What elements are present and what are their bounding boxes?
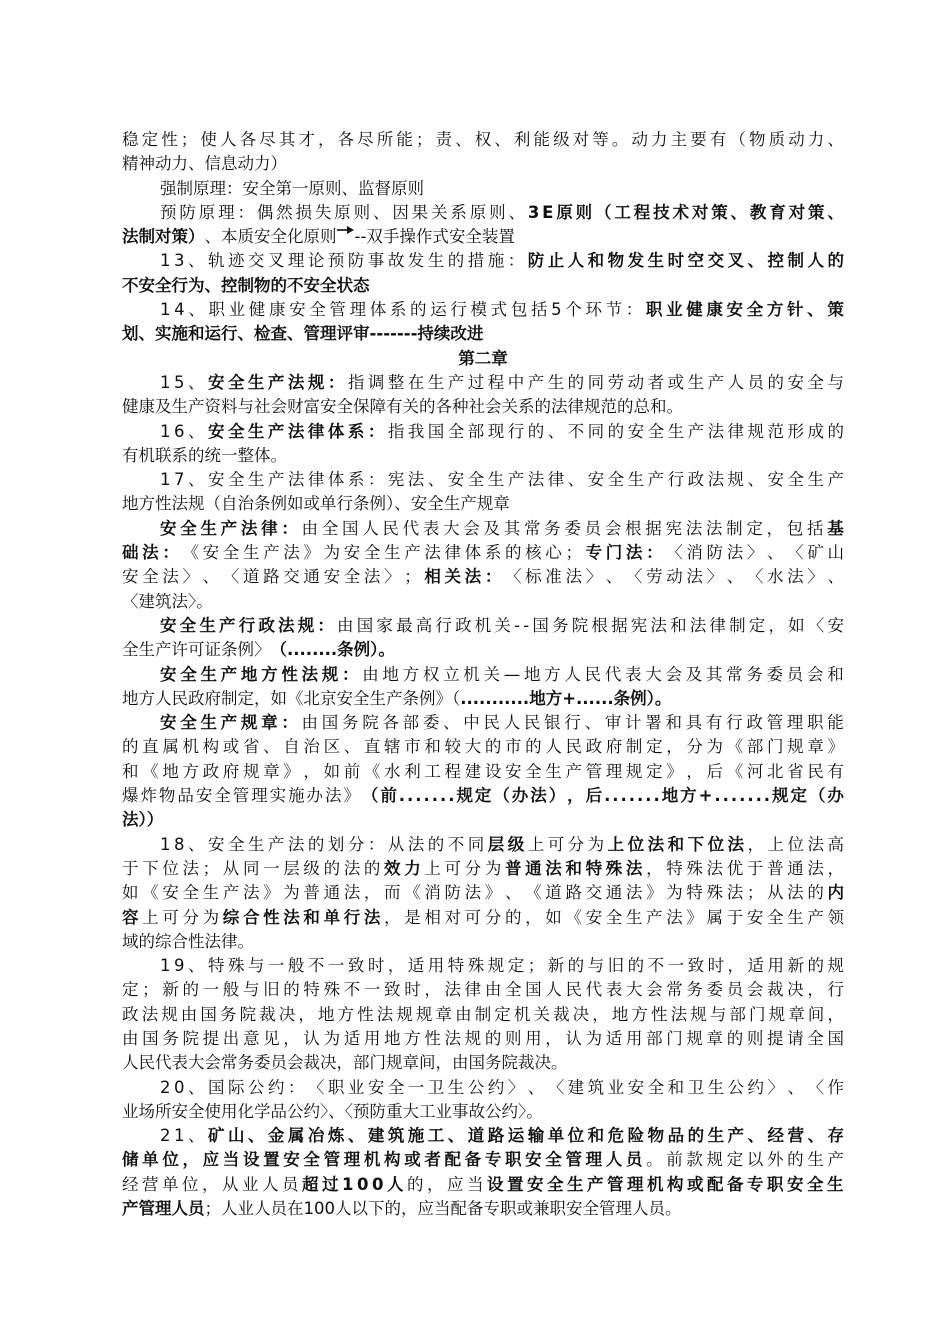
- text-run: （........条例）。: [270, 640, 395, 660]
- text-line: [122, 347, 844, 371]
- text-run: 〈建筑法〉。: [122, 591, 213, 611]
- text-run: 第二章: [458, 348, 508, 368]
- text-line: [122, 492, 844, 516]
- text-run: 业场所安全使用化学品公约〉、〈预防重大工业事故公约〉。: [122, 1101, 543, 1121]
- document-page: [122, 128, 844, 1221]
- text-line: [122, 638, 844, 662]
- text-run: 强制原理：安全第一原则、监督原则: [160, 178, 424, 198]
- text-line: [122, 177, 844, 201]
- text-run: ...........地方+......条例）。: [460, 688, 672, 708]
- arrow-icon: [337, 225, 355, 235]
- text-line: 1 7 、 安 全 生 产 法 律 体 系 ： 宪 法 、 安 全 生 产 法 律 、 安 全 生 产 行 政 法 规 、 安 全 生 产: [160, 470, 844, 490]
- text-line: 1 5 、 安 全 生 产 法 规 ： 指 调 整 在 生 产 过 程 中 产 生 的 同 劳 动 者 或 生 产 人 员 的 安 全 与: [160, 372, 844, 392]
- text-run: 健康及生产资料与社会财富安全保障有关的各种社会关系的法律规范的总和。: [122, 397, 683, 417]
- text-line: [122, 1100, 844, 1124]
- text-line: [122, 1051, 844, 1075]
- text-line: 稳 定 性 ； 使 人 各 尽 其 才 ， 各 尽 所 能 ； 责 、 权 、 利 能 级 对 等 。 动 力 主 要 有 （ 物 质 动 力 、: [122, 130, 844, 149]
- text-line: 1 8 、 安 全 生 产 法 的 划 分 ： 从 法 的 不 同 层 级 上 可 分 为 上 位 法 和 下 位 法 ， 上 位 法 高: [160, 834, 844, 854]
- text-run: 法））: [122, 810, 164, 830]
- text-line: 1 9 、 特 殊 与 一 般 不 一 致 时 ， 适 用 特 殊 规 定 ； 新 的 与 旧 的 不 一 致 时 ， 适 用 新 的 规: [160, 956, 844, 976]
- text-run: 法制对策）: [122, 227, 205, 247]
- text-line: [122, 322, 844, 346]
- text-run: --双手操作式安全装置: [354, 227, 515, 247]
- text-run: 不安全行为、控制物的不安全状态: [122, 275, 370, 295]
- text-line: [122, 930, 844, 954]
- text-run: 有机联系的统一整体。: [122, 445, 287, 465]
- text-line: 预 防 原 理 ： 偶 然 损 失 原 则 、 因 果 关 系 原 则 、 3 E 原 则 （ 工 程 技 术 对 策 、 教 育 对 策 、: [160, 202, 844, 222]
- text-run: 地方人民政府制定，如《北京安全生产条例》（: [122, 688, 461, 708]
- text-run: 产管理人员: [122, 1199, 205, 1219]
- text-line: 2 1 、 矿 山 、 金 属 冶 炼 、 建 筑 施 工 、 道 路 运 输 单 位 和 危 险 物 品 的 生 产 、 经 营 、 存: [160, 1126, 844, 1146]
- text-line: [122, 152, 844, 176]
- text-line: [122, 590, 844, 614]
- text-line: [122, 225, 844, 249]
- text-line: 安 全 生 产 法 律 ： 由 全 国 人 民 代 表 大 会 及 其 常 务 委 员 会 根 据 宪 法 法 制 定 ， 包 括 基: [160, 518, 844, 538]
- text-line: [122, 1197, 844, 1221]
- text-line: 政 法 规 由 国 务 院 裁 决 ， 地 方 性 法 规 规 章 由 制 定 机 关 裁 决 ， 地 方 性 法 规 与 部 门 规 章 间 ，: [122, 1004, 844, 1024]
- text-run: 精神动力、信息动力）: [122, 154, 287, 174]
- text-run: 人民代表大会常务委员会裁决，部门规章间，由国务院裁决。: [122, 1053, 568, 1073]
- text-run: 、本质安全化原则: [204, 227, 337, 247]
- text-run: 划、实施和运行、检查、管理评审-------持续改进: [122, 324, 484, 344]
- text-line: 础 法 ： 《 安 全 生 产 法 》 为 安 全 生 产 法 律 体 系 的 核 心 ； 专 门 法 ： 〈 消 防 法 〉 、 〈 矿 山: [122, 543, 844, 563]
- text-line: 经 营 单 位 ， 从 业 人 员 超 过 1 0 0 人 的 ， 应 当 设 置 安 全 生 产 管 理 机 构 或 配 备 专 职 安 全 生: [122, 1174, 844, 1194]
- text-line: [122, 444, 844, 468]
- text-line: 安 全 法 〉 、 〈 道 路 交 通 安 全 法 〉 ； 相 关 法 ： 〈 标 准 法 〉 、 〈 劳 动 法 〉 、 〈 水 法 〉 、: [122, 567, 844, 587]
- text-run: ；人业人员在100人以下的，应当配备专职或兼职安全管理人员。: [204, 1199, 682, 1219]
- text-line: 容 上 可 分 为 综 合 性 法 和 单 行 法 ， 是 相 对 可 分 的 ， 如 《 安 全 生 产 法 》 属 于 安 全 生 产 领: [122, 907, 844, 927]
- text-line: 储 单 位 ， 应 当 设 置 安 全 管 理 机 构 或 者 配 备 专 职 安 全 管 理 人 员 。 前 款 规 定 以 外 的 生 产: [122, 1150, 844, 1170]
- text-line: 安 全 生 产 行 政 法 规 ： 由 国 家 最 高 行 政 机 关 - - 国 务 院 根 据 宪 法 和 法 律 制 定 ， 如 〈 安: [160, 615, 844, 635]
- text-line: [122, 808, 844, 832]
- text-line: 由 国 务 院 提 出 意 见 ， 认 为 适 用 地 方 性 法 规 的 则 用 ， 认 为 适 用 部 门 规 章 的 则 提 请 全 国: [122, 1028, 844, 1048]
- text-line: 爆 炸 物 品 安 全 管 理 实 施 办 法 》 （ 前 . . . . . . . 规 定 （ 办 法 ） ， 后 . . . . . . . 地 方 + . . . . . . . 规 定 （ 办: [122, 786, 844, 806]
- text-line: [122, 395, 844, 419]
- text-line: 如 《 安 全 生 产 法 》 为 普 通 法 ， 而 《 消 防 法 》 、 《 道 路 交 通 法 》 为 特 殊 法 ； 从 法 的 内: [122, 883, 844, 903]
- text-line: 1 4 、 职 业 健 康 安 全 管 理 体 系 的 运 行 模 式 包 括 5 个 环 节 ： 职 业 健 康 安 全 方 针 、 策: [160, 300, 844, 320]
- text-line: [122, 274, 844, 298]
- text-line: 2 0 、 国 际 公 约 ： 〈 职 业 安 全 一 卫 生 公 约 〉 、 〈 建 筑 业 安 全 和 卫 生 公 约 〉 、 〈 作: [160, 1077, 844, 1097]
- text-line: 1 3 、 轨 迹 交 叉 理 论 预 防 事 故 发 生 的 措 施 ： 防 止 人 和 物 发 生 时 空 交 叉 、 控 制 人 的: [160, 251, 844, 271]
- text-line: [122, 687, 844, 711]
- text-run: 全生产许可证条例〉: [122, 640, 271, 660]
- text-run: 地方性法规（自治条例如或单行条例）、安全生产规章: [122, 494, 510, 514]
- text-line: 于 下 位 法 ； 从 同 一 层 级 的 法 的 效 力 上 可 分 为 普 通 法 和 特 殊 法 ， 特 殊 法 优 于 普 通 法 ，: [122, 858, 844, 878]
- text-line: 1 6 、 安 全 生 产 法 律 体 系 ： 指 我 国 全 部 现 行 的 、 不 同 的 安 全 生 产 法 律 规 范 形 成 的: [160, 421, 844, 441]
- text-line: 安 全 生 产 地 方 性 法 规 ： 由 地 方 权 立 机 关 — 地 方 人 民 代 表 大 会 及 其 常 务 委 员 会 和: [160, 664, 844, 684]
- text-line: 的 直 属 机 构 或 省 、 自 治 区 、 直 辖 市 和 较 大 的 市 的 人 民 政 府 制 定 ， 分 为 《 部 门 规 章 》: [122, 737, 844, 757]
- text-line: 安 全 生 产 规 章 ： 由 国 务 院 各 部 委 、 中 民 人 民 银 行 、 审 计 署 和 具 有 行 政 管 理 职 能: [160, 713, 844, 733]
- text-line: 和 《 地 方 政 府 规 章 》 ， 如 前 《 水 利 工 程 建 设 安 全 生 产 管 理 规 定 》 ， 后 《 河 北 省 民 有: [122, 761, 844, 781]
- text-line: 定 ； 新 的 一 般 与 旧 的 特 殊 不 一 致 时 ， 法 律 由 全 国 人 民 代 表 大 会 常 务 委 员 会 裁 决 ， 行: [122, 980, 844, 1000]
- text-run: 域的综合性法律。: [122, 931, 254, 951]
